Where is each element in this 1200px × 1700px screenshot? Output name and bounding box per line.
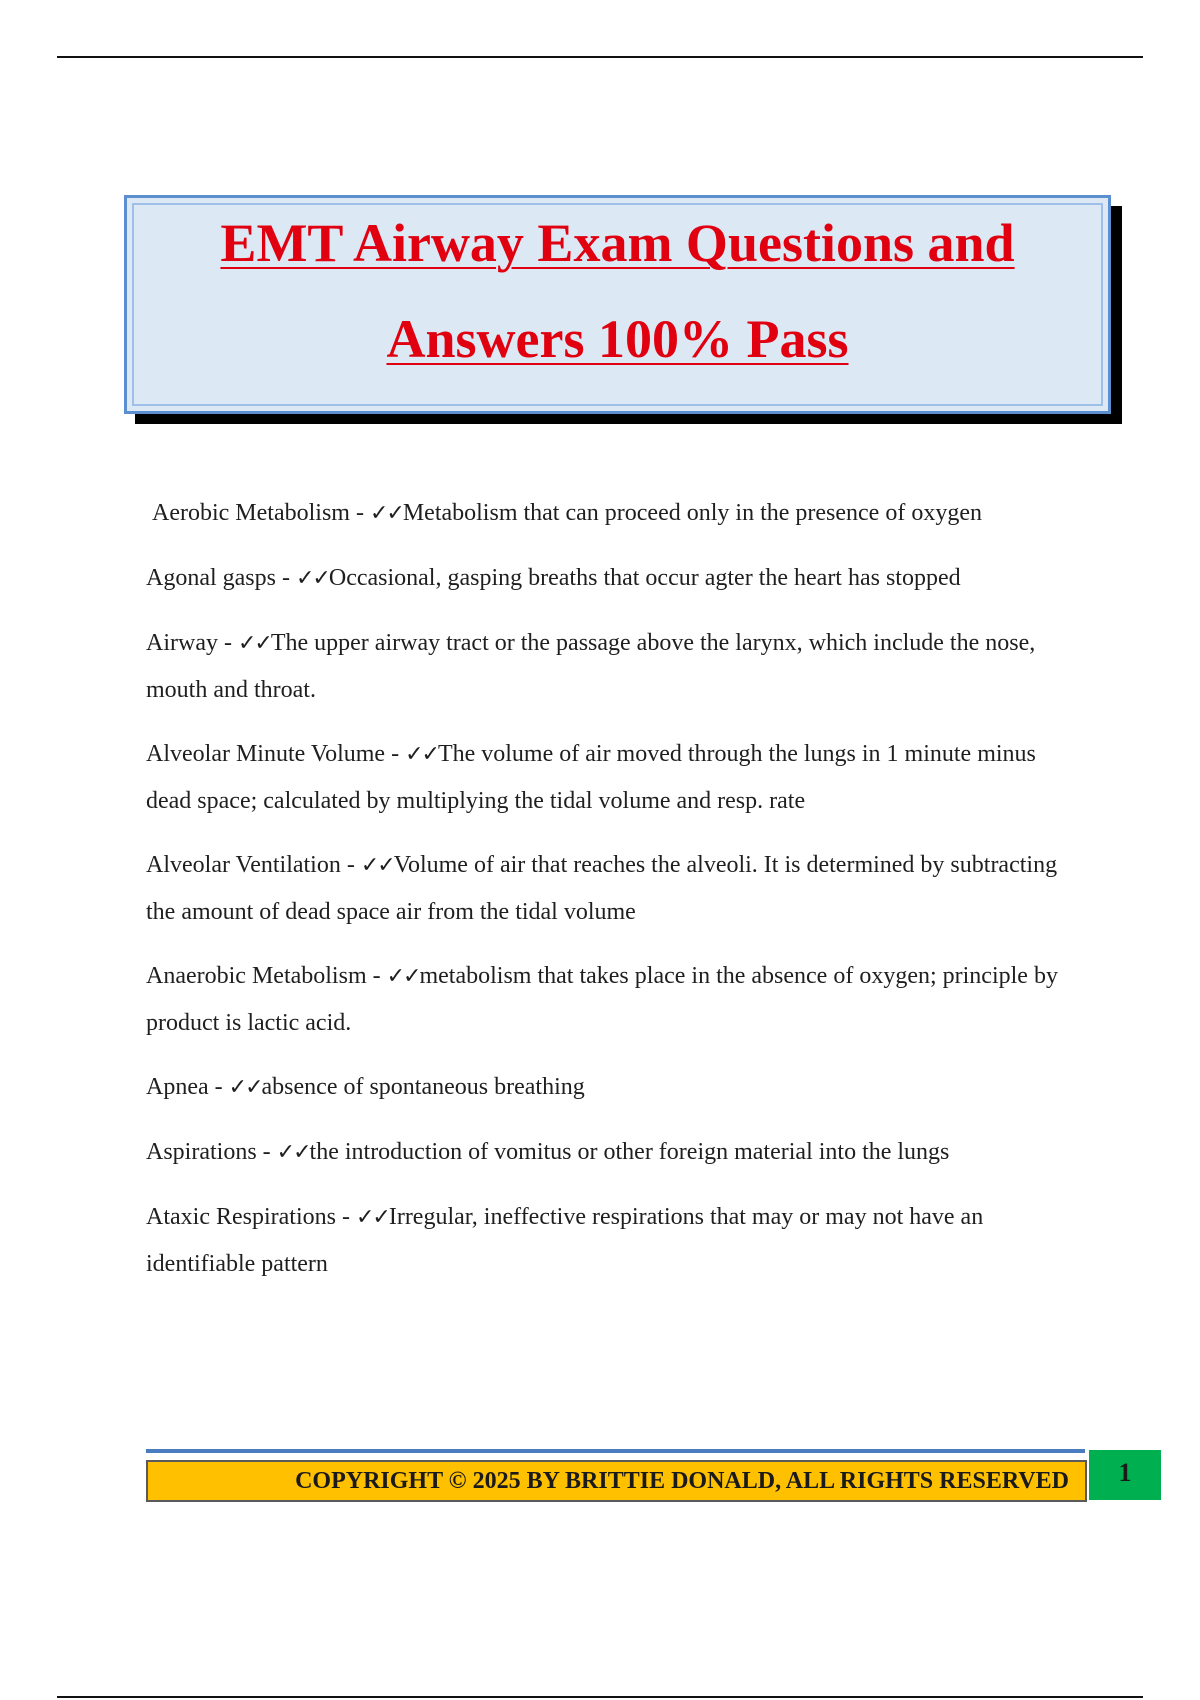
bottom-rule <box>57 1696 1143 1698</box>
title-box <box>124 195 1111 414</box>
double-check-icon: ✓✓ <box>228 1075 262 1100</box>
glossary-entry <box>146 620 1086 713</box>
double-check-icon: ✓✓ <box>276 1140 310 1165</box>
footer-rule <box>146 1449 1085 1453</box>
entry-term: Anaerobic Metabolism - <box>146 963 387 989</box>
glossary-entry <box>146 490 1086 537</box>
entry-term: Aerobic Metabolism - <box>152 500 370 526</box>
title-line-1: EMT Airway Exam Questions and <box>220 213 1015 273</box>
entry-term: Ataxic Respirations - <box>146 1204 356 1230</box>
double-check-icon: ✓✓ <box>355 1205 389 1230</box>
entry-definition: metabolism that takes place in the absence of oxygen; principle by product is lactic acid. <box>146 963 1058 1036</box>
double-check-icon: ✓✓ <box>237 631 271 656</box>
entry-definition: The volume of air moved through the lungs in 1 minute minus dead space; calculated by multiplying the tidal volume and resp. rate <box>146 741 1036 814</box>
page-number-box <box>1089 1450 1161 1500</box>
glossary-list <box>146 490 1086 1305</box>
entry-term: Apnea - <box>146 1074 229 1100</box>
entry-term: Alveolar Minute Volume - <box>146 741 406 767</box>
top-rule <box>57 56 1143 58</box>
entry-term: Alveolar Ventilation - <box>146 852 361 878</box>
entry-definition: Irregular, ineffective respirations that may or may not have an identifiable pattern <box>146 1204 984 1277</box>
entry-definition: absence of spontaneous breathing <box>261 1074 585 1100</box>
footer-bar <box>146 1460 1087 1502</box>
entry-definition: the introduction of vomitus or other foreign material into the lungs <box>309 1139 950 1165</box>
double-check-icon: ✓✓ <box>369 501 403 526</box>
entry-term: Aspirations - <box>146 1139 277 1165</box>
glossary-entry <box>146 731 1086 824</box>
double-check-icon: ✓✓ <box>405 742 438 767</box>
glossary-entry <box>146 842 1086 935</box>
entry-definition: The upper airway tract or the passage above the larynx, which include the nose, mouth and throat. <box>146 630 1036 703</box>
double-check-icon: ✓✓ <box>295 566 329 591</box>
page-number: 1 <box>1118 1458 1132 1487</box>
glossary-entry <box>146 555 1086 602</box>
glossary-entry <box>146 953 1086 1046</box>
glossary-entry <box>146 1064 1086 1111</box>
double-check-icon: ✓✓ <box>386 964 420 989</box>
entry-term: Agonal gasps - <box>146 565 296 591</box>
entry-definition: Occasional, gasping breaths that occur agter the heart has stopped <box>328 565 961 591</box>
glossary-entry <box>146 1194 1086 1287</box>
entry-term: Airway - <box>146 630 238 656</box>
copyright-text: COPYRIGHT © 2025 BY BRITTIE DONALD, ALL RIGHTS RESERVED <box>295 1468 1069 1494</box>
double-check-icon: ✓✓ <box>360 853 394 878</box>
entry-definition: Metabolism that can proceed only in the presence of oxygen <box>402 500 982 526</box>
title-line-2: Answers 100% Pass <box>386 309 849 369</box>
glossary-entry <box>146 1129 1086 1176</box>
entry-definition: Volume of air that reaches the alveoli. It is determined by subtracting the amount of dead space air from the tidal volume <box>146 852 1058 925</box>
